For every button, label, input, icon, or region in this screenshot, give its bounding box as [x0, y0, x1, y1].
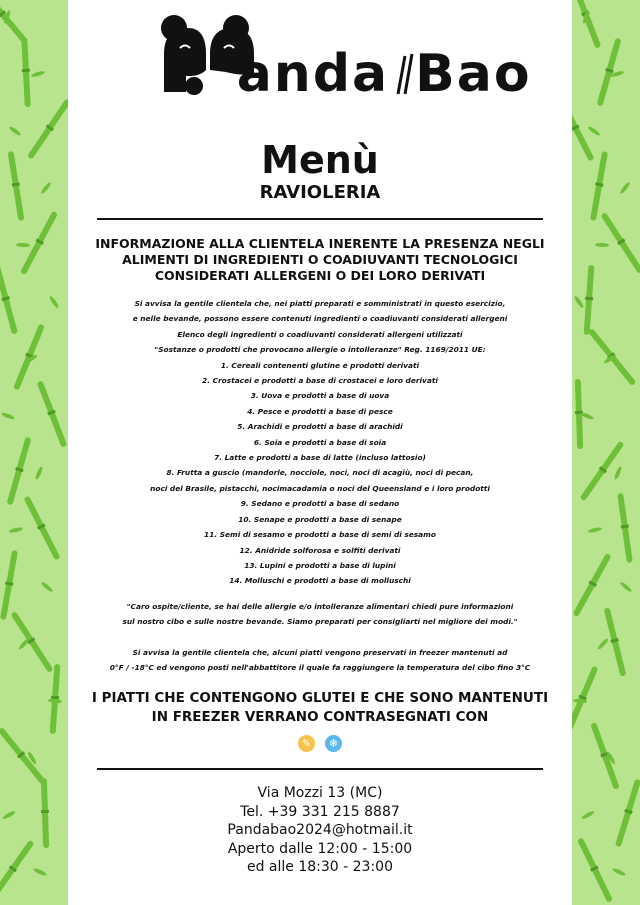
allergen-item: 2. Crostacei e prodotti a base di crostacei e loro derivati: [202, 376, 438, 386]
bamboo-leaf: [619, 581, 632, 593]
opening-hours-dinner: ed alle 18:30 - 23:00: [246, 859, 393, 876]
bamboo-stem: [0, 550, 18, 620]
allergen-item: 14. Molluschi e prodotti a base di molluschi: [229, 576, 411, 586]
bamboo-stem: [0, 265, 18, 334]
bamboo-leaf: [612, 867, 626, 877]
bamboo-leaf: [588, 526, 603, 533]
heading-line: IN FREEZER VERRANO CONTRASEGNATI CON: [151, 709, 489, 726]
intro-line: e nelle bevande, possono essere contenuti ingredienti o coadiuvanti considerati allergeni: [132, 314, 508, 324]
allergen-item: 13. Lupini e prodotti a base di lupini: [244, 560, 396, 570]
intro-line: Si avvisa la gentile clientela che, nei piatti preparati e somministrati in questo esercizio,: [134, 299, 506, 308]
bamboo-border-left: [0, 0, 68, 905]
logo-text: anda Bao: [236, 44, 532, 104]
marking-icons: [298, 735, 342, 752]
allergen-item: 4. Pesce e prodotti a base di pesce: [247, 406, 393, 416]
heading-line: I PIATTI CHE CONTENGONO GLUTEI E CHE SONO MANTENUTI: [91, 690, 549, 707]
bamboo-stem: [27, 98, 68, 159]
allergen-item: 3. Uova e prodotti a base di uova: [250, 391, 390, 401]
heading-line: ALIMENTI DI INGREDIENTI O COADIUVANTI TECNOLOGICI: [122, 252, 518, 267]
menu-page: [68, 0, 572, 905]
bamboo-stem: [572, 0, 601, 49]
bamboo-leaf: [613, 466, 622, 480]
bamboo-leaf: [31, 70, 46, 78]
bamboo-leaf: [16, 243, 30, 247]
divider: [97, 768, 543, 770]
note-line: Si avvisa la gentile clientela che, alcuni piatti vengono preservati in freezer mantenuti ad: [132, 647, 508, 657]
bamboo-leaf: [40, 181, 52, 194]
freezer-note: [68, 645, 572, 676]
bamboo-stem: [8, 151, 25, 221]
bamboo-leaf: [34, 466, 43, 480]
bamboo-border-right: [572, 0, 640, 905]
bamboo-stem: [21, 37, 31, 107]
snowflake-icon: ❄: [325, 735, 342, 752]
allergen-item: 7. Latte e prodotti a base di latte (incluso lattosio): [214, 453, 426, 463]
email[interactable]: Pandabao2024@hotmail.it: [227, 822, 413, 839]
gluten-icon: ✎: [298, 735, 315, 752]
bamboo-leaf: [573, 295, 584, 309]
bamboo-leaf: [2, 810, 16, 820]
bamboo-stem: [590, 722, 620, 790]
bamboo-stem: [615, 779, 640, 848]
page-title: Menù: [261, 138, 379, 182]
note-line: sul nostro cibo e sulle nostre bevande. Siamo preparati per consigliarti nel migliore dei modi.": [122, 617, 518, 627]
bamboo-stem: [584, 265, 595, 335]
allergen-item: 5. Arachidi e prodotti a base di arachidi: [237, 422, 403, 432]
marking-heading: [68, 689, 572, 727]
contact-footer: [68, 784, 572, 877]
bamboo-leaf: [587, 125, 601, 136]
pandabao-logo: [160, 14, 532, 110]
allergen-info-heading: [68, 236, 572, 284]
bamboo-stem: [0, 840, 35, 901]
allergen-item: 1. Cereali contenenti glutine e prodotti derivati: [220, 360, 420, 370]
allergen-item: noci del Brasile, pistacchi, nocimacadamia o noci del Queensland e i loro prodotti: [150, 483, 490, 493]
allergen-item: 12. Anidride solforosa e solfiti derivati: [239, 545, 401, 555]
bamboo-leaf: [48, 295, 59, 309]
bamboo-stem: [577, 837, 613, 903]
bamboo-stem: [590, 151, 608, 221]
allergen-item: 8. Frutta a guscio (mandorle, nocciole, noci, noci di acagiù, noci di pecan,: [166, 468, 474, 478]
bamboo-leaf: [597, 638, 609, 651]
bamboo-stem: [37, 380, 68, 448]
bamboo-leaf: [8, 125, 22, 136]
allergen-item: 10. Senape e prodotti a base di senape: [238, 514, 402, 524]
phone[interactable]: Tel. +39 331 215 8887: [240, 803, 400, 820]
bamboo-stem: [41, 778, 49, 848]
bamboo-stem: [617, 493, 633, 563]
page-subtitle: RAVIOLERIA: [259, 182, 381, 203]
note-line: "Caro ospite/cliente, se hai delle allergie e/o intolleranze alimentari chiedi pure informazioni: [126, 601, 514, 611]
allergen-list-section: [68, 296, 572, 589]
bamboo-leaf: [619, 181, 631, 194]
bamboo-stem: [0, 727, 46, 785]
address: Via Mozzi 13 (MC): [257, 785, 383, 802]
bamboo-leaf: [9, 526, 24, 533]
heading-line: INFORMAZIONE ALLA CLIENTELA INERENTE LA PRESENZA NEGLI: [95, 236, 545, 251]
intro-line: Elenco degli ingredienti o coadiuvanti considerati allergeni utilizzati: [177, 329, 463, 339]
bamboo-leaf: [40, 581, 53, 593]
bamboo-leaf: [581, 810, 595, 820]
intro-line: "Sostanze o prodotti che provocano allergie o intolleranze" Reg. 1169/2011 UE:: [154, 345, 486, 355]
bamboo-stem: [23, 495, 60, 560]
allergen-item: 11. Semi di sesamo e prodotti a base di semi di sesamo: [204, 530, 436, 540]
allergen-item: 9. Sedano e prodotti a base di sedano: [240, 499, 400, 509]
guest-note: [68, 599, 572, 630]
allergen-item: 6. Soia e prodotti a base di soia: [253, 437, 387, 447]
bamboo-stem: [10, 611, 53, 673]
heading-line: CONSIDERATI ALLERGENI O DEI LORO DERIVATI: [154, 268, 486, 283]
bamboo-leaf: [595, 243, 609, 247]
bamboo-leaf: [1, 412, 16, 421]
note-line: 0°F / -18°C ed vengono posti nell'abbattitore il quale fa raggiungere la temperatura del cibo fino 3°C: [109, 662, 531, 672]
bamboo-leaf: [573, 698, 587, 703]
divider: [97, 218, 543, 220]
bamboo-leaf: [48, 698, 62, 703]
bamboo-leaf: [33, 867, 47, 877]
opening-hours-lunch: Aperto dalle 12:00 - 15:00: [227, 840, 413, 857]
